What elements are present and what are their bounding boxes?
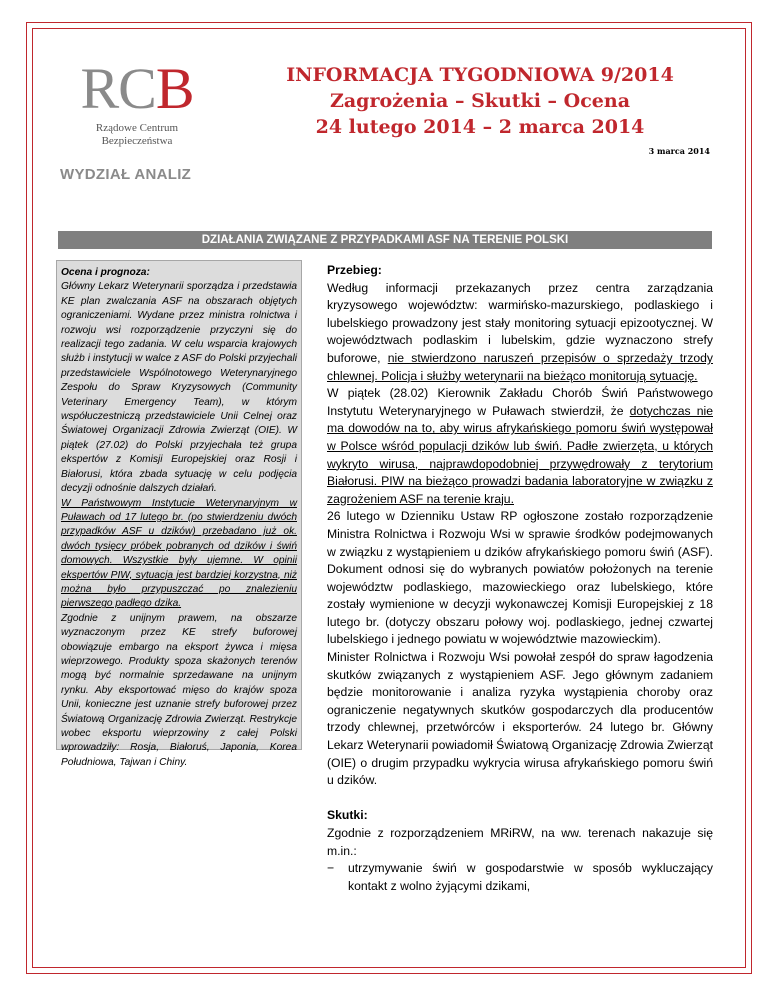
course-p2-underlined: dotychczas nie ma dowodów na to, aby wirus afrykańskiego pomoru świń występował w Polsce wśród populacji dzików lub świń. Padłe zwierzęta, u których wykryto wirusa, najprawdopodobniej przywędrowały z terytorium Białorusi. PIW na bieżąco prowadzi badania laboratoryjne w związku z zagrożeniem ASF na terenie kraju. — [327, 403, 713, 506]
assessment-heading: Ocena i prognoza: — [61, 267, 150, 278]
department-label: WYDZIAŁ ANALIZ — [60, 166, 192, 183]
course-p2-text: W piątek (28.02) Kierownik Zakładu Chorób Świń Państwowego Instytutu Weterynaryjnego w Puławach stwierdził, że — [327, 386, 713, 418]
assessment-paragraph-1: Główny Lekarz Weterynarii sporządza i przedstawia KE plan zwalczania ASF na obszarach objętych ograniczeniami. Wydane przez ministra rolnictwa i rozwoju wsi rozporządzenie przyczyni się do realizacji tego zadania. W celu wsparcia krajowych służb i instytucji w walce z ASF do Polski przyjechali przedstawiciele Wspólnotowego Weterynaryjnego Zespołu do Spraw Kryzysowych (Community Veterinary Emergency Team), w którym współuczestniczą przedstawiciele Unii Celnej oraz Światowej Organizacji Zdrowia Zwierząt (OIE). W piątek (27.02) do Polski przyjechała też grupa ekspertów z Komisji Europejskiej oraz Rosji i Białorusi, która zbada sytuację w celu podjęcia decyzji odnośnie dalszych działań. — [61, 281, 297, 495]
course-paragraph-4: Minister Rolnictwa i Rozwoju Wsi powołał zespół do spraw łagodzenia skutków związanych z wystąpieniem ASF. Jego głównym zadaniem będzie monitorowanie i analiza ryzyka wystąpienia choroby oraz ograniczenie negatywnych skutków gospodarczych dla producentów trzody chlewnej, przetwórców i eksporterów. 24 lutego br. Główny Lekarz Weterynarii powiadomił Światową Organizację Zdrowia Zwierząt (OIE) o drugim przypadku wykrycia wirusa afrykańskiego pomoru świń u dzików. — [327, 650, 713, 788]
title-line-3: 24 lutego 2014 – 2 marca 2014 — [315, 116, 645, 138]
assessment-paragraph-2: W Państwowym Instytucie Weterynaryjnym w Puławach od 17 lutego br. (po stwierdzeniu dwóch przypadków ASF u dzików) przebadano już ok. dwóch tysięcy próbek pobranych od dzików i świń domowych. Wszystkie były ujemne. W opinii ekspertów PIW, sytuacja jest bardziej korzystna, niż można było przypuszczać po znalezieniu pierwszego padłego dzika. — [61, 497, 297, 610]
course-paragraph-1 — [327, 280, 713, 386]
logo-letters-rc: RC — [80, 56, 156, 121]
logo-subtitle — [62, 122, 212, 148]
section-title-bar: DZIAŁANIA ZWIĄZANE Z PRZYPADKAMI ASF NA TERENIE POLSKI — [58, 231, 712, 249]
logo-subtitle-line2: Bezpieczeństwa — [101, 135, 173, 147]
document-title — [230, 62, 730, 140]
course-paragraph-3: 26 lutego w Dzienniku Ustaw RP ogłoszone zostało rozporządzenie Ministra Rolnictwa i Rozwoju Wsi w sprawie środków podejmowanych w związku z wystąpieniem u dzików afrykańskiego pomoru świń (ASF). Dokument odnosi się do wybranych powiatów położonych na terenie województw podlaskiego, mazowieckiego oraz lubelskiego, które zostały wymienione w decyzji wykonawczej Komisji Europejskiej z 18 lutego br. (dotyczy obszaru połowy woj. podlaskiego, jednej czwartej lubelskiego i jednego powiatu w województwie mazowieckim). — [327, 509, 713, 647]
effects-intro: Zgodnie z rozporządzeniem MRiRW, na ww. terenach nakazuje się m.in.: — [327, 826, 713, 858]
course-p1-text: Według informacji przekazanych przez centra zarządzania kryzysowego województw: warmińsko-mazurskiego, podlaskiego i lubelskiego prowadzony jest stały monitoring sytuacji epizootycznej. W województwach podlaskim i lubelskim, gdzie wyznaczono strefy buforowe, — [327, 280, 713, 365]
course-p1-underlined: nie stwierdzono naruszeń przepisów o sprzedaży trzody chlewnej. Policja i służby weterynarii na bieżąco monitorują sytuację. — [327, 350, 713, 383]
logo-letters — [62, 58, 212, 120]
course-paragraph-2 — [327, 385, 713, 508]
dash-bullet-icon: − — [327, 861, 335, 876]
main-column — [327, 262, 713, 895]
effects-bullet-1: utrzymywanie świń w gospodarstwie w sposób wykluczający kontakt z wolno żyjącymi dzikami, — [348, 861, 713, 893]
title-line-2: Zagrożenia – Skutki – Ocena — [329, 90, 631, 112]
assessment-box — [56, 260, 302, 768]
title-line-1: INFORMACJA TYGODNIOWA 9/2014 — [286, 64, 674, 86]
logo-subtitle-line1: Rządowe Centrum — [95, 122, 179, 134]
section-gap — [327, 790, 713, 808]
logo-letter-b: B — [155, 56, 194, 121]
rcb-logo — [62, 58, 212, 153]
course-heading: Przebieg: — [327, 263, 382, 277]
effects-heading: Skutki: — [327, 808, 368, 823]
assessment-paragraph-3: Zgodnie z unijnym prawem, na obszarze wyznaczonym przez KE strefy buforowej obowiązuje embargo na eksport żywca i mięsa wieprzowego. Produkty spoza skażonych terenów mogą być normalnie sprzedawane na unijnym rynku. Aby eksportować mięso do krajów spoza Unii, konieczne jest uznanie strefy buforowej przez Światową Organizację Zdrowia Zwierząt. Restrykcje wobec eksportu wieprzowiny z całej Polski wprowadziły: Rosja, Białoruś, Japonia, Korea Południowa, Tajwan i Chiny. — [61, 612, 297, 768]
issue-date: 3 marca 2014 — [648, 146, 710, 156]
effects-list-item — [327, 860, 713, 895]
